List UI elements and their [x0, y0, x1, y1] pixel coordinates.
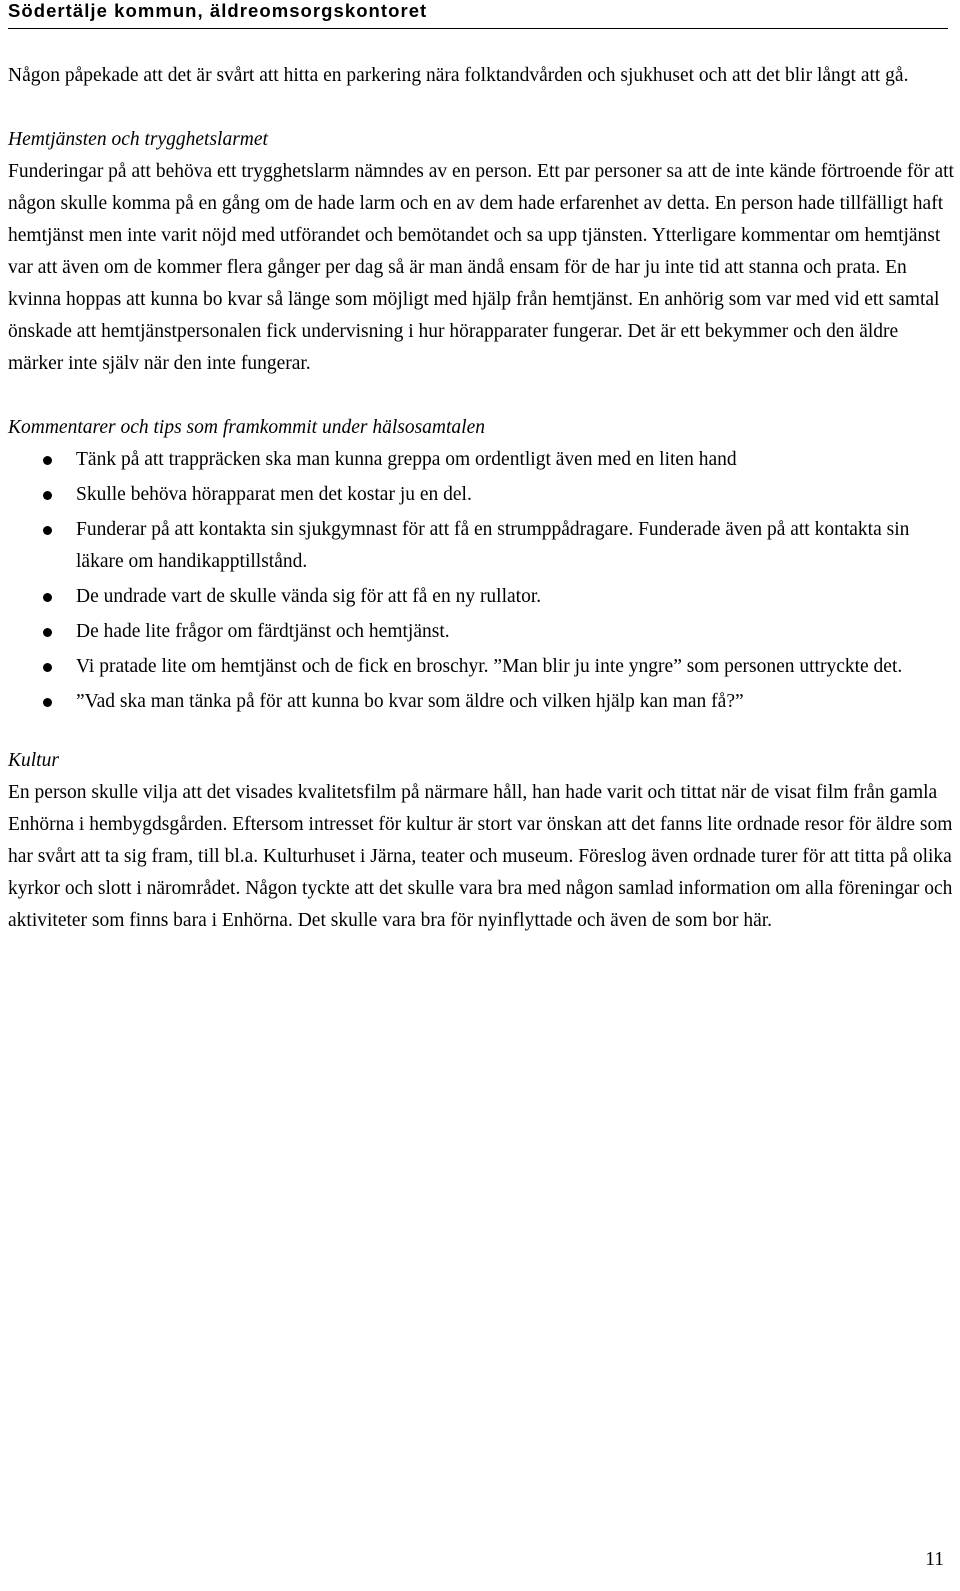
bullet-icon	[43, 628, 52, 637]
list-item	[8, 514, 954, 578]
hemtjanst-paragraph: Funderingar på att behöva ett trygghetslarm nämndes av en person. Ett par personer sa att de inte kände förtroende för att någon skulle komma på en gång om de hade larm och en av dem hade erfarenhet av detta. En person hade tillfälligt haft hemtjänst men inte varit nöjd med utförandet och bemötandet och sa upp tjänsten. Ytterligare kommentar om hemtjänst var att även om de kommer flera gånger per dag så är man ändå ensam för de har ju inte tid att stanna och prata. En kvinna hoppas att kunna bo kvar så länge som möjligt med hjälp från hemtjänst. En anhörig som var med vid ett samtal önskade att hemtjänstpersonalen fick undervisning i hur hörapparater fungerar. Det är ett bekymmer och den äldre märker inte själv när den inte fungerar.	[8, 161, 954, 374]
page-header	[8, 0, 948, 29]
comments-list	[8, 444, 954, 718]
kultur-paragraph: En person skulle vilja att det visades kvalitetsfilm på närmare håll, han hade varit och tittat när de visat film från gamla Enhörna i hembygdsgården. Eftersom intresset för kultur är stort var önskan att det fanns lite ordnade resor för äldre som har svårt att ta sig fram, till bl.a. Kulturhuset i Järna, teater och museum. Föreslog även ordnade turer för att titta på olika kyrkor och slott i närområdet. Någon tyckte att det skulle vara bra med någon samlad information om alla föreningar och aktiviteter som finns bara i Enhörna. Det skulle vara bra för nyinflyttade och även de som bor här.	[8, 782, 953, 931]
section-heading-kommentarer: Kommentarer och tips som framkommit under hälsosamtalen	[8, 417, 486, 438]
list-item-text: Tänk på att trappräcken ska man kunna greppa om ordentligt även med en liten hand	[76, 449, 737, 470]
list-item	[8, 479, 954, 511]
spacer	[8, 721, 954, 745]
page-number: 11	[925, 1549, 944, 1570]
spacer	[8, 92, 954, 124]
list-item	[8, 651, 954, 683]
bullet-icon	[43, 698, 52, 707]
list-item-text: Funderar på att kontakta sin sjukgymnast för att få en strumppådragare. Funderade även på att kontakta sin läkare om handikapptillstånd.	[76, 519, 910, 572]
list-item	[8, 581, 954, 613]
document-header-title: Södertälje kommun, äldreomsorgskontoret	[8, 0, 428, 21]
list-item	[8, 444, 954, 476]
bullet-icon	[43, 593, 52, 602]
document-body	[8, 60, 954, 937]
list-item-text: ”Vad ska man tänka på för att kunna bo kvar som äldre och vilken hjälp kan man få?”	[76, 691, 744, 712]
section-heading-kultur: Kultur	[8, 750, 59, 771]
bullet-icon	[43, 491, 52, 500]
bullet-icon	[43, 526, 52, 535]
list-item	[8, 686, 954, 718]
bullet-icon	[43, 456, 52, 465]
list-item-text: De undrade vart de skulle vända sig för att få en ny rullator.	[76, 586, 542, 607]
spacer	[8, 380, 954, 412]
list-item	[8, 616, 954, 648]
list-item-text: Skulle behöva hörapparat men det kostar ju en del.	[76, 484, 472, 505]
intro-paragraph: Någon påpekade att det är svårt att hitta en parkering nära folktandvården och sjukhuset och att det blir långt att gå.	[8, 65, 909, 86]
section-heading-hemtjanst: Hemtjänsten och trygghetslarmet	[8, 129, 268, 150]
list-item-text: De hade lite frågor om färdtjänst och hemtjänst.	[76, 621, 450, 642]
list-item-text: Vi pratade lite om hemtjänst och de fick en broschyr. ”Man blir ju inte yngre” som personen uttryckte det.	[76, 656, 903, 677]
bullet-icon	[43, 663, 52, 672]
